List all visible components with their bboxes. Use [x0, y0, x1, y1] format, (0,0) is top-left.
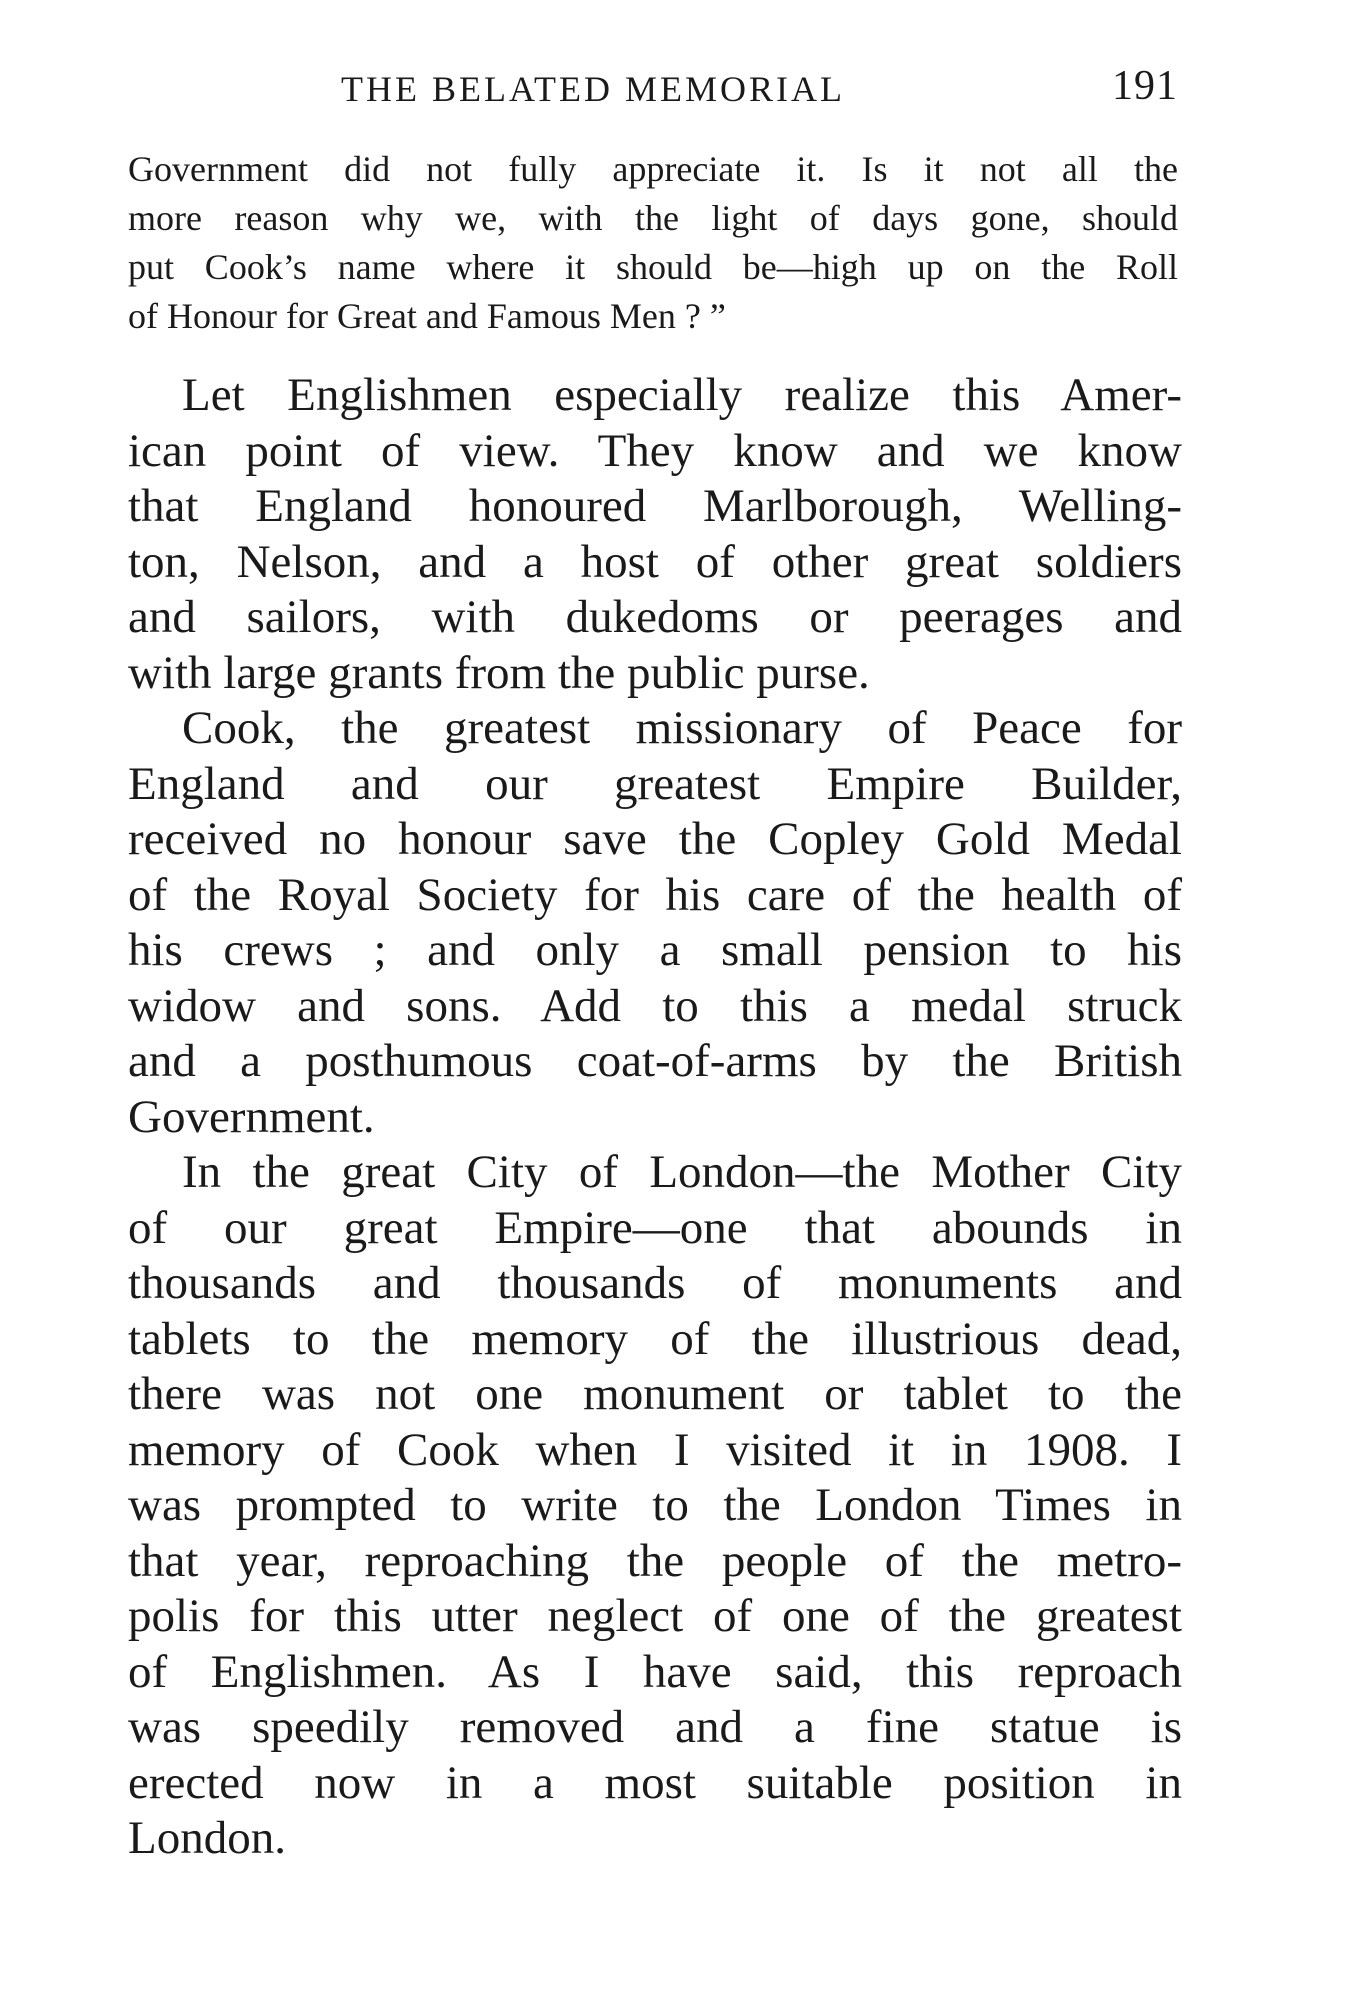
text-line: Government.	[128, 1090, 375, 1143]
paragraph	[128, 1145, 1182, 1867]
text-line: his crews ; and only a small pension to his	[128, 924, 1182, 976]
running-title: THE BELATED MEMORIAL	[341, 69, 845, 109]
text-line: of Englishmen. As I have said, this reproach	[128, 1645, 1182, 1698]
text-line: was prompted to write to the London Times in	[128, 1479, 1182, 1531]
text-line: and a posthumous coat-of-arms by the British	[128, 1035, 1182, 1087]
text-line: ton, Nelson, and a host of other great soldiers	[128, 535, 1182, 588]
text-line: that England honoured Marlborough, Welling-	[128, 480, 1182, 532]
text-line: was speedily removed and a fine statue is	[128, 1701, 1182, 1753]
text-line: thousands and thousands of monuments and	[128, 1257, 1182, 1309]
text-line: tablets to the memory of the illustrious dead,	[128, 1312, 1182, 1365]
paragraph	[128, 701, 1182, 1145]
running-head	[128, 62, 1178, 110]
text-line: England and our greatest Empire Builder,	[128, 757, 1182, 810]
quote-line: Government did not fully appreciate it. Is it not all the	[128, 149, 1178, 189]
quote-line: of Honour for Great and Famous Men ? ”	[128, 296, 726, 336]
text-line: ican point of view. They know and we know	[128, 424, 1182, 477]
text-line: erected now in a most suitable position in	[128, 1756, 1182, 1809]
quote-line: more reason why we, with the light of days gone, should	[128, 198, 1178, 238]
text-line: and sailors, with dukedoms or peerages and	[128, 591, 1182, 643]
text-line: polis for this utter neglect of one of the greatest	[128, 1590, 1182, 1642]
text-line: memory of Cook when I visited it in 1908. I	[128, 1423, 1182, 1476]
text-line: Let Englishmen especially realize this Amer-	[182, 369, 1182, 421]
text-line: widow and sons. Add to this a medal struck	[128, 979, 1182, 1032]
text-line: of our great Empire—one that abounds in	[128, 1201, 1182, 1254]
text-line: In the great City of London—the Mother City	[182, 1146, 1182, 1198]
quote-line: put Cook’s name where it should be—high up on the Roll	[128, 247, 1178, 287]
text-line: Cook, the greatest missionary of Peace for	[182, 702, 1182, 754]
quoted-passage	[128, 145, 1178, 341]
text-line: London.	[128, 1812, 286, 1864]
page-number: 191	[1112, 63, 1178, 109]
text-line: that year, reproaching the people of the metro-	[128, 1534, 1182, 1587]
paragraph	[128, 368, 1182, 701]
text-line: received no honour save the Copley Gold Medal	[128, 813, 1182, 865]
text-line: with large grants from the public purse.	[128, 646, 870, 699]
body-text	[128, 368, 1182, 1867]
text-line: there was not one monument or tablet to the	[128, 1368, 1182, 1420]
text-line: of the Royal Society for his care of the health of	[128, 868, 1182, 921]
